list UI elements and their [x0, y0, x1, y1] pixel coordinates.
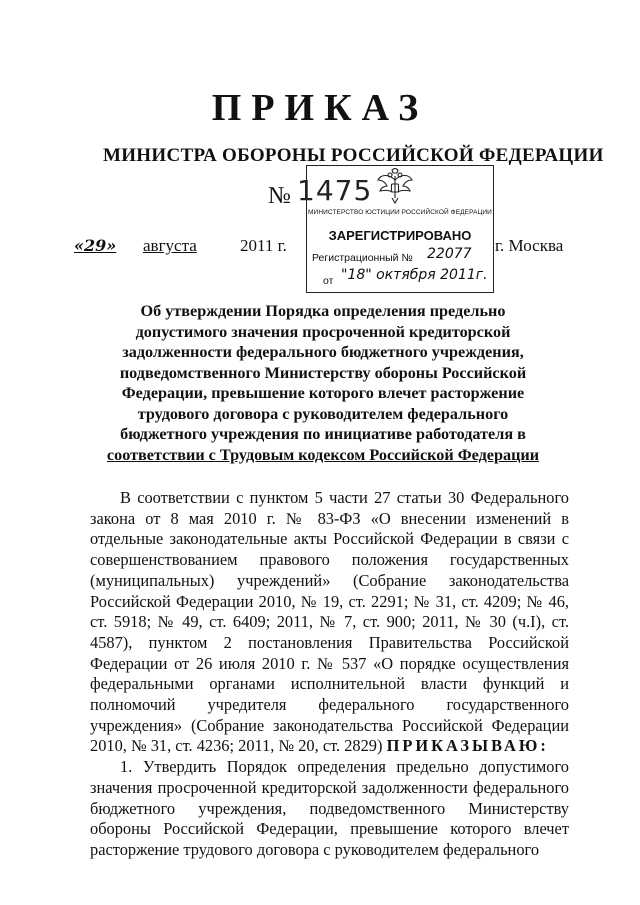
stamp-reg-number: 22077 [427, 246, 472, 262]
ministry-name: МИНИСТРА ОБОРОНЫ РОССИЙСКОЙ ФЕДЕРАЦИИ [103, 145, 604, 166]
stamp-ministry-name: МИНИСТЕРСТВО ЮСТИЦИИ РОССИЙСКОЙ ФЕДЕРАЦИИ [308, 209, 492, 216]
stamp-date-value: "18" октября 2011г. [341, 267, 488, 283]
preamble-paragraph [90, 488, 569, 757]
order-number-label: № [268, 183, 291, 209]
stamp-registered-label: ЗАРЕГИСТРИРОВАНО [328, 228, 472, 243]
order-date-month: августа [143, 236, 197, 255]
preamble-text: В соответствии с пунктом 5 части 27 статьи 30 Федерального закона от 8 мая 2010 г. № 83-ФЗ «О внесении изменений в отдельные законодательные акты Российской Федерации в связи с совершенствованием правового положения государственных (муниципальных) учреждений» (Собрание законодательства Российской Федерации 2010, № 19, ст. 2291; № 31, ст. 4209; № 46, ст. 5918; № 49, ст. 6409; 2011, № 7, ст. 900; 2011, № 30 (ч.I), ст. 4587), пунктом 2 постановления Правительства Российской Федерации от 26 июля 2010 г. № 537 «О порядке осуществления федеральными органами исполнительной власти функций и полномочий учредителя федерального государственного учреждения» (Собрание законодательства Российской Федерации 2010, № 31, ст. 4236; 2011, № 20, ст. 2829) [90, 488, 569, 756]
document-title: ПРИКАЗ [211, 87, 429, 129]
order-number-handwritten: 1475 [297, 174, 373, 207]
registration-stamp [306, 165, 494, 293]
heading-line: задолженности федерального бюджетного учреждения, [122, 343, 524, 361]
heading-line: бюджетного учреждения по инициативе работодателя в [120, 425, 526, 443]
order-subject-heading [98, 301, 548, 465]
double-headed-eagle-icon [375, 168, 415, 204]
stamp-date-label: от [323, 275, 334, 287]
heading-line: соответствии с Трудовым кодексом Российской Федерации [106, 445, 540, 464]
heading-line: Федерации, превышение которого влечет расторжение [121, 384, 525, 402]
order-city: г. Москва [495, 236, 564, 255]
item-1-paragraph: 1. Утвердить Порядок определения предельно допустимого значения просроченной кредиторской задолженности федерального бюджетного учреждения, подведомственного Министерству обороны Российской Федерации, превышение которого влечет расторжение трудового договора с руководителем федерального [90, 757, 569, 859]
order-keyword: ПРИКАЗЫВАЮ: [386, 736, 549, 756]
heading-line: трудового договора с руководителем федерального [137, 404, 509, 423]
heading-line: Об утверждении Порядка определения предельно [140, 302, 506, 320]
heading-line: подведомственного Министерству обороны Российской [119, 363, 527, 382]
order-date-year: 2011 г. [240, 236, 287, 255]
order-date-day: «29» [74, 236, 117, 255]
order-body [90, 488, 569, 861]
stamp-reg-number-label: Регистрационный № [312, 252, 413, 264]
heading-line: допустимого значения просроченной кредиторской [135, 322, 511, 341]
